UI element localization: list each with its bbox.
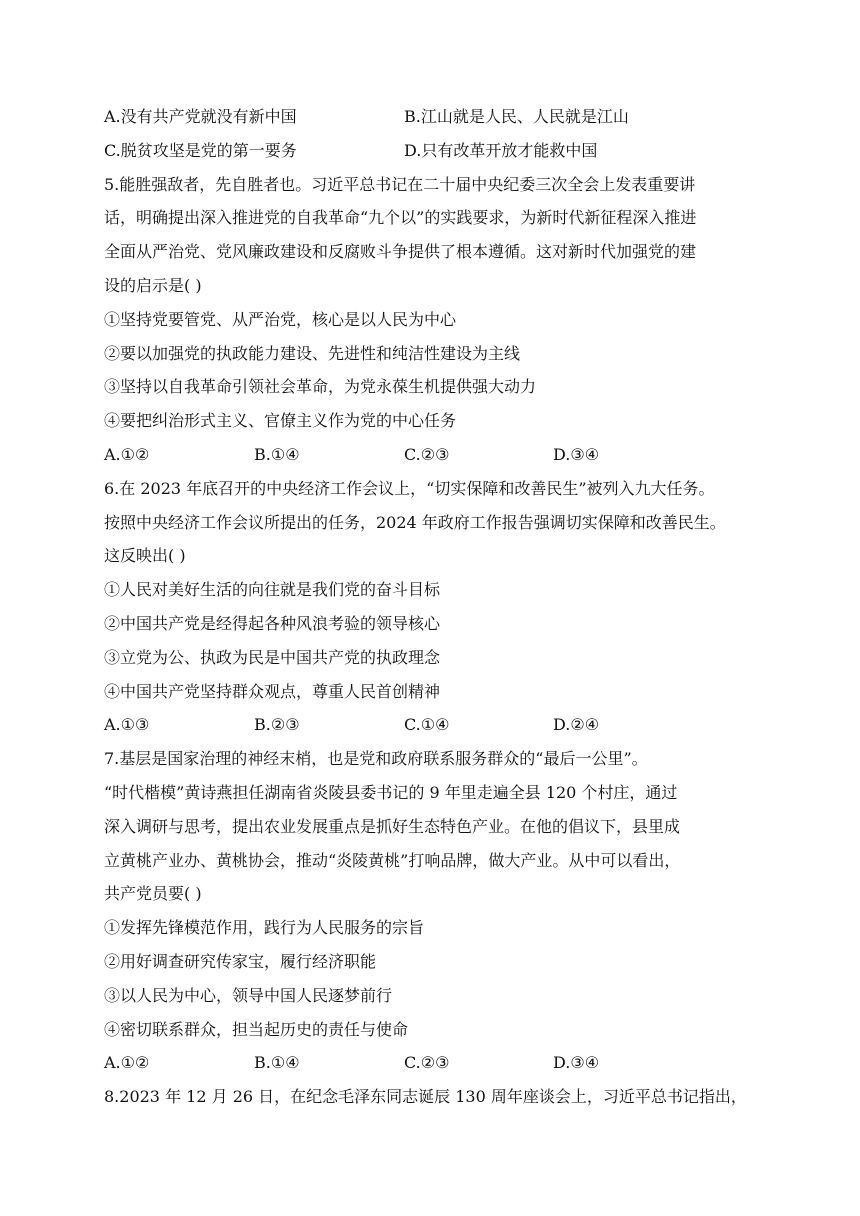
q5-option-a: A.①② xyxy=(104,444,150,464)
q7-stem-line: 深入调研与思考，提出农业发展重点是抓好生态特色产业。在他的倡议下，县里成 xyxy=(104,816,681,836)
question-5 xyxy=(104,168,764,472)
q7-options xyxy=(104,1046,764,1080)
q6-stem-line: 这反映出( ) xyxy=(104,546,186,566)
q6-stem-line: 6.在 2023 年底召开的中央经济工作会议上，“切实保障和改善民生”被列入九大任务。 xyxy=(104,478,715,498)
q5-option-c: C.②③ xyxy=(404,444,450,464)
q7-item-3: ③以人民为中心，领导中国人民逐梦前行 xyxy=(104,985,393,1005)
q4-options-row-2 xyxy=(104,134,764,168)
q4-option-d: D.只有改革开放才能救中国 xyxy=(404,140,598,160)
q8-stem-line: 8.2023 年 12 月 26 日，在纪念毛泽东同志诞辰 130 周年座谈会上，习近平总书记指出， xyxy=(104,1087,747,1107)
q6-item-3: ③立党为公、执政为民是中国共产党的执政理念 xyxy=(104,647,441,667)
q7-stem-line: 立黄桃产业办、黄桃协会，推动“炎陵黄桃”打响品牌，做大产业。从中可以看出， xyxy=(104,850,681,870)
q5-options xyxy=(104,438,764,472)
q6-item-1: ①人民对美好生活的向往就是我们党的奋斗目标 xyxy=(104,580,441,600)
q5-stem-line: 设的启示是( ) xyxy=(104,275,202,295)
q5-stem-line: 5.能胜强敌者，先自胜者也。习近平总书记在二十届中央纪委三次全会上发表重要讲 xyxy=(104,174,696,194)
q4-options-row-1 xyxy=(104,100,764,134)
q7-stem-line: 7.基层是国家治理的神经末梢，也是党和政府联系服务群众的“最后一公里”。 xyxy=(104,749,648,769)
q5-item-1: ①坚持党要管党、从严治党，核心是以人民为中心 xyxy=(104,309,457,329)
q5-stem-line: 话，明确提出深入推进党的自我革命“九个以”的实践要求，为新时代新征程深入推进 xyxy=(104,208,697,228)
q6-option-b: B.②③ xyxy=(254,715,300,735)
q7-option-a: A.①② xyxy=(104,1053,150,1073)
q7-option-d: D.③④ xyxy=(553,1053,600,1073)
q4-option-a: A.没有共产党就没有新中国 xyxy=(104,107,297,126)
q7-item-1: ①发挥先锋模范作用，践行为人民服务的宗旨 xyxy=(104,918,425,938)
question-7 xyxy=(104,742,764,1080)
q6-stem-line: 按照中央经济工作会议所提出的任务，2024 年政府工作报告强调切实保障和改善民生。 xyxy=(104,512,726,532)
question-8 xyxy=(104,1080,764,1114)
question-6 xyxy=(104,472,764,742)
document-page xyxy=(104,100,764,1114)
q7-item-4: ④密切联系群众，担当起历史的责任与使命 xyxy=(104,1019,409,1039)
q6-option-a: A.①③ xyxy=(104,715,150,735)
q6-options xyxy=(104,708,764,742)
q7-option-c: C.②③ xyxy=(404,1053,450,1073)
q7-option-b: B.①④ xyxy=(254,1053,300,1073)
q4-option-c: C.脱贫攻坚是党的第一要务 xyxy=(104,140,297,160)
q7-stem-line: 共产党员要( ) xyxy=(104,884,202,904)
q5-item-3: ③坚持以自我革命引领社会革命，为党永葆生机提供强大动力 xyxy=(104,377,537,397)
q6-option-d: D.②④ xyxy=(553,715,600,735)
q6-item-2: ②中国共产党是经得起各种风浪考验的领导核心 xyxy=(104,613,441,633)
q5-option-d: D.③④ xyxy=(553,444,600,464)
q5-item-2: ②要以加强党的执政能力建设、先进性和纯洁性建设为主线 xyxy=(104,343,521,363)
q4-option-b: B.江山就是人民、人民就是江山 xyxy=(404,107,629,126)
q5-item-4: ④要把纠治形式主义、官僚主义作为党的中心任务 xyxy=(104,411,457,431)
q7-stem-line: “时代楷模”黄诗燕担任湖南省炎陵县委书记的 9 年里走遍全县 120 个村庄，通过 xyxy=(104,782,678,802)
q6-item-4: ④中国共产党坚持群众观点，尊重人民首创精神 xyxy=(104,681,441,701)
q5-option-b: B.①④ xyxy=(254,444,300,464)
q7-item-2: ②用好调查研究传家宝，履行经济职能 xyxy=(104,951,377,971)
q5-stem-line: 全面从严治党、党风廉政建设和反腐败斗争提供了根本遵循。这对新时代加强党的建 xyxy=(104,242,697,262)
q6-option-c: C.①④ xyxy=(404,715,450,735)
